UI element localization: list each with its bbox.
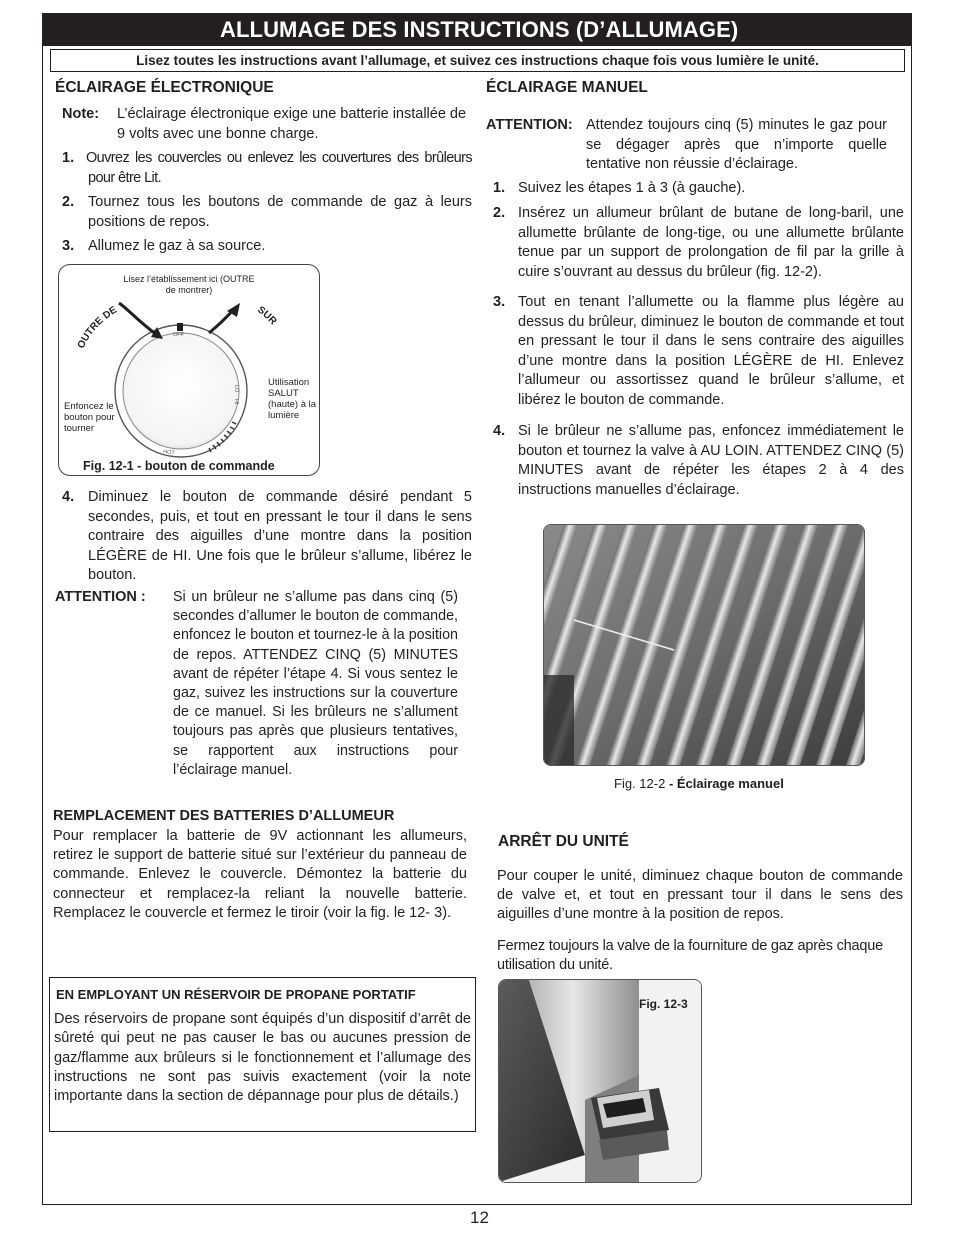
note-text: L’éclairage électronique exige une batterie installée de 9 volts avec une bonne charge. xyxy=(117,106,467,142)
batteries-text: Pour remplacer la batterie de 9V actionnant les allumeurs, retirez le support de batterie situé sur l’extérieur du panneau de commande. Enlevez le couvercle. Démontez la batterie du connecteur et remplacez-la reliant la nouvelle batterie. Remplacez le couvercle et fermez le tiroir (voir la fig. le 12- 3). xyxy=(53,828,467,921)
reading-label: Lisez l’établissement ici (OUTRE de montrer) xyxy=(123,274,255,295)
manual-attention-text: Attendez toujours cinq (5) minutes le gaz pour se dégager après que n’importe quelle tentative non réussie d’éclairage. xyxy=(586,117,887,172)
control-knob-diagram xyxy=(59,265,320,476)
shutdown-text-1: Pour couper le unité, diminuez chaque bouton de commande de valve et, et tout en pressant tour il dans le sens des aiguilles d’une montre à la position de repos. xyxy=(497,868,903,923)
manual-step-3: 3. Tout en tenant l’allumette ou la flamme plus légère au dessus du brûleur, diminuez le bouton de commande et tout en pressant le tour il dans le sens contraire des aiguilles d’une montre dans la position LÉGÈRE de HI. Enlevez l’allumeur ou assortissez quand le brûleur s’allume, et libérez le bouton de commande. xyxy=(493,294,904,408)
manual-step-1: 1. Suivez les étapes 1 à 3 (à gauche). xyxy=(493,180,746,196)
note-label: Note: xyxy=(62,106,100,122)
sur-label: SUR xyxy=(255,304,279,328)
manual-step-4: 4. Si le brûleur ne s’allume pas, enfoncez immédiatement le bouton et tournez la valve à AU LOIN. ATTENDEZ CINQ (5) MINUTES avant de répéter les étapes 2 à 4 des instructions manuelles d’éclairage. xyxy=(493,423,904,498)
fig-12-2-caption: Fig. 12-2 - Éclairage manuel xyxy=(614,776,784,791)
propane-heading: EN EMPLOYANT UN RÉSERVOIR DE PROPANE PORTATIF xyxy=(56,987,416,1002)
fig-12-3-label: Fig. 12-3 xyxy=(639,997,688,1011)
manual-lighting-photo xyxy=(543,524,865,766)
off-label: OFF xyxy=(173,332,184,338)
manual-attention-label: ATTENTION: xyxy=(486,117,573,133)
propane-box xyxy=(49,977,476,1132)
electronic-step-2: 2. Tournez tous les boutons de commande de gaz à leurs positions de repos. xyxy=(62,194,472,230)
electronic-step-4: 4. Diminuez le bouton de commande désiré pendant 5 secondes, puis, et tout en pressant le tour il dans le sens contraire des aiguilles d’une montre dans la position LÉGÈRE de HI. Une fois que le brûleur s’allume, libérez le bouton. xyxy=(62,489,472,583)
page-title: ALLUMAGE DES INSTRUCTIONS (D’ALLUMAGE) xyxy=(42,13,912,46)
push-knob-label: Enfoncez le bouton pour tourner xyxy=(64,401,115,434)
outre-label: OUTRE DE xyxy=(75,304,119,351)
electronic-step-1: 1. Ouvrez les couvercles ou enlevez les couvertures des brûleurs pour être Lit. xyxy=(62,150,472,186)
use-hi-label: Utilisation SALUT (haute) à la lumière xyxy=(268,377,317,421)
manual-heading: ÉCLAIRAGE MANUEL xyxy=(486,79,648,96)
batteries-heading: REMPLACEMENT DES BATTERIES D’ALLUMEUR xyxy=(53,808,395,824)
subtitle-banner: Lisez toutes les instructions avant l’allumage, et suivez ces instructions chaque fois vous lumière le unité. xyxy=(50,49,905,72)
page-number: 12 xyxy=(470,1208,489,1227)
propane-text: Des réservoirs de propane sont équipés d’un dispositif d’arrêt de sûreté qui peut ne pas causer le bas ou aucunes pression de gaz/flamme aux brûleurs si le fonctionnement et l’allumage des instructions ne sont pas suivis exactement (voir la note importante dans la section de dépannage pour plus de détails.) xyxy=(54,1011,471,1105)
grill-grate-image xyxy=(544,525,864,765)
electronic-attention-label: ATTENTION : xyxy=(55,589,146,605)
manual-step-2: 2. Insérez un allumeur brûlant de butane de long-baril, une allumette brûlante de long-tige, ou une allumette brûlante tenue par un support de prolongation de fil par la grille à cuire s’ouvrant au dessus du brûleur (fig. 12-2). xyxy=(493,205,904,280)
electronic-step-3: 3. Allumez le gaz à sa source. xyxy=(62,238,266,254)
electronic-attention-text: Si un brûleur ne s’allume pas dans cinq (5) secondes d’allumer le bouton de commande, enfoncez le bouton et tournez-le à la position de repos. ATTENDEZ CINQ (5) MINUTES avant de répéter l’étape 4. Si vous sentez le gaz, suivez les instructions sur la couverture de ce manuel. Si les brûleurs ne s’allument toujours pas après que plusieurs tentatives, se rapportent aux instructions pour l’éclairage manuel. xyxy=(173,589,458,778)
control-knob-figure xyxy=(58,264,320,476)
fig-12-1-caption: Fig. 12-1 - bouton de commande xyxy=(83,459,275,473)
shutdown-heading: ARRÊT DU UNITÉ xyxy=(498,833,629,850)
battery-drawer-photo xyxy=(498,979,702,1183)
electronic-heading: ÉCLAIRAGE ÉLECTRONIQUE xyxy=(55,79,274,96)
shutdown-text-2: Fermez toujours la valve de la fourniture de gaz après chaque utilisation du unité. xyxy=(497,938,883,974)
hot-label: HOT xyxy=(162,449,176,457)
hi-label: HI xyxy=(233,399,239,405)
lo-label: LO xyxy=(233,385,239,393)
